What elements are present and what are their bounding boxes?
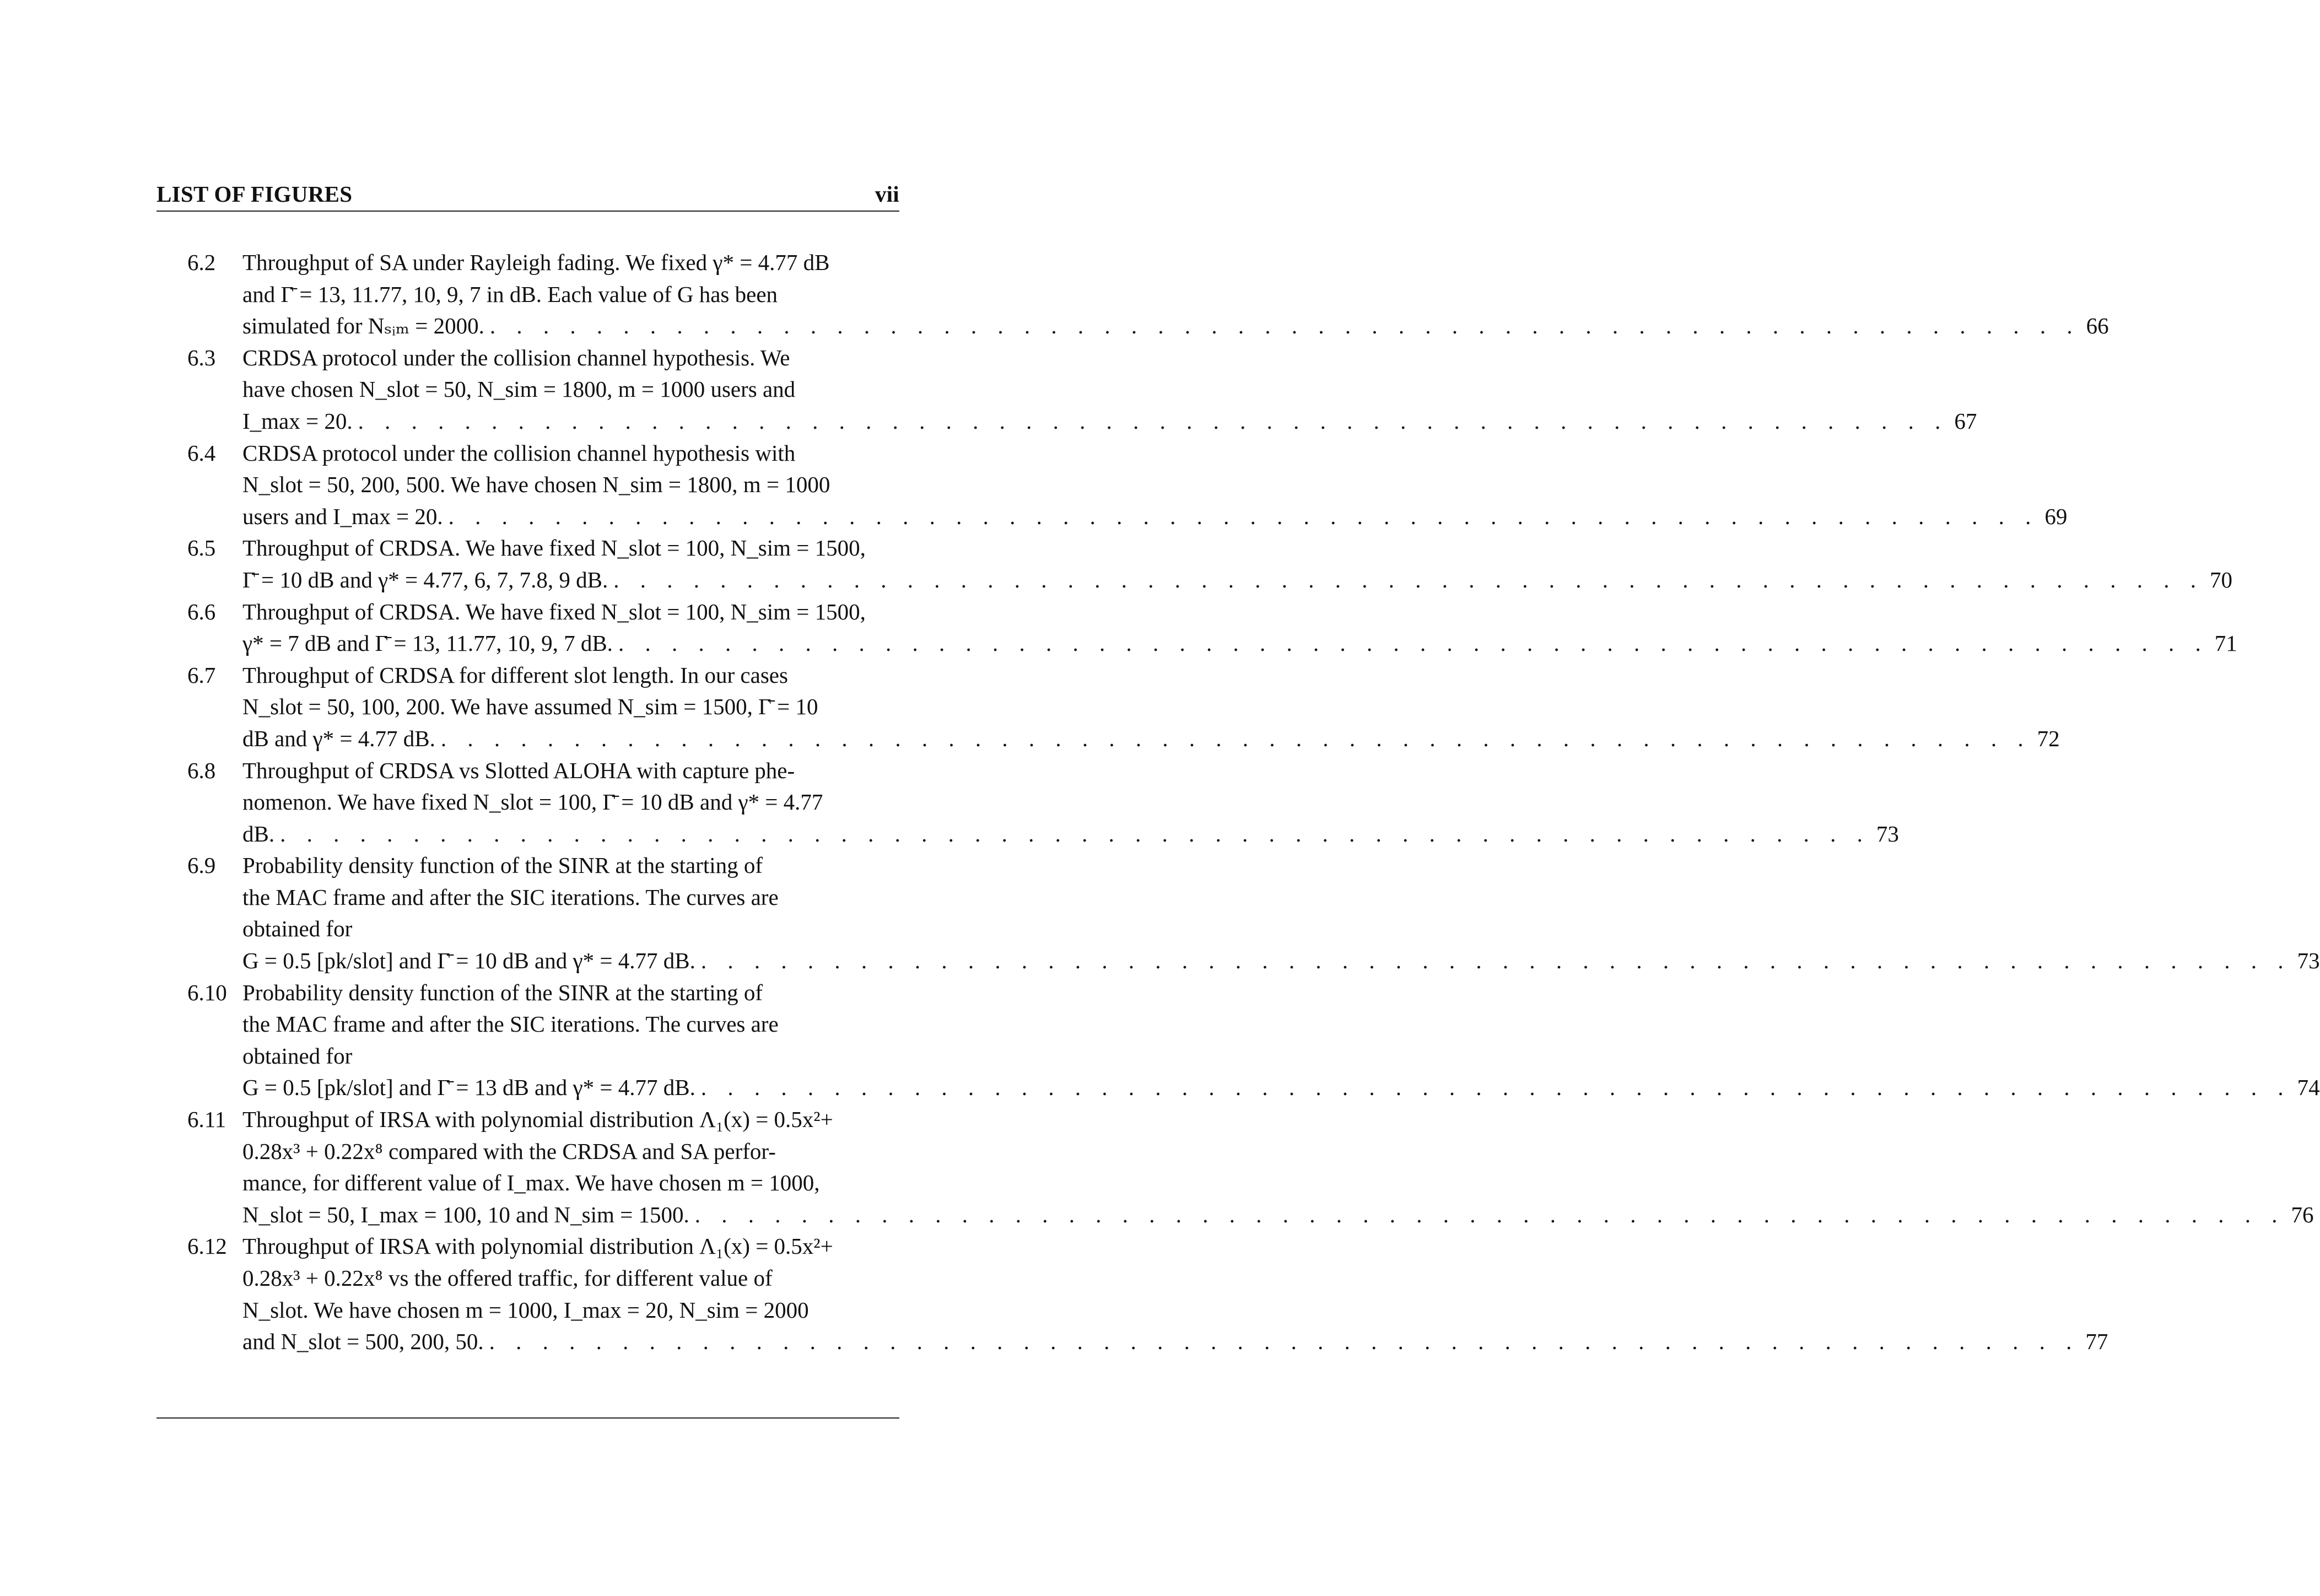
figure-number: 6.12 <box>187 1233 227 1259</box>
figure-page-number: 77 <box>2085 1329 2108 1355</box>
caption-last-line <box>242 628 2237 660</box>
dot-leader: . . . . . . . . . . . . . . . . . . . . . . . . . . . . . . . . . . . . . . . . . . . . . . . . . . . . . . . . . . . . <box>618 630 2209 656</box>
figure-page-number: 74 <box>2297 1075 2320 1101</box>
caption-line: N_slot. We have chosen m = 1000, I_max = 20, N_sim = 2000 <box>242 1297 809 1323</box>
dot-leader: . . . . . . . . . . . . . . . . . . . . . . . . . . . . . . . . . . . . . . . . . . . . . . . . . . . . . . . . . . . . <box>700 948 2291 974</box>
dot-leader: . . . . . . . . . . . . . . . . . . . . . . . . . . . . . . . . . . . . . . . . . . . . . . . . . . . . . . . . . . . . <box>280 821 1870 846</box>
caption-line: γ* = 7 dB and Γ̄ = 13, 11.77, 10, 9, 7 dB. <box>242 630 613 656</box>
caption-line: Throughput of CRDSA. We have fixed N_slot = 100, N_sim = 1500, <box>242 535 866 561</box>
caption-line: dB. <box>242 821 275 846</box>
caption-line: and Γ̄ = 13, 11.77, 10, 9, 7 in dB. Each value of G has been <box>242 281 778 307</box>
caption-line: G = 0.5 [pk/slot] and Γ̄ = 10 dB and γ* = 4.77 dB. <box>242 948 695 974</box>
caption-last-line <box>242 406 1977 438</box>
caption-line: obtained for <box>242 916 353 942</box>
header-page-number: vii <box>875 181 899 207</box>
caption-line: the MAC frame and after the SIC iterations. The curves are <box>242 884 779 910</box>
caption-line: users and I_max = 20. <box>242 503 443 529</box>
figure-number: 6.6 <box>187 598 216 624</box>
figure-page-number: 70 <box>2209 567 2232 592</box>
figure-page-number: 72 <box>2037 725 2060 751</box>
list-item <box>187 977 2320 1104</box>
list-item <box>187 755 1899 850</box>
list-item <box>187 1104 2314 1231</box>
figure-number: 6.3 <box>187 344 216 370</box>
dot-leader: . . . . . . . . . . . . . . . . . . . . . . . . . . . . . . . . . . . . . . . . . . . . . . . . . . . . . . . . . . . . <box>448 503 2039 529</box>
caption-line: Throughput of CRDSA for different slot length. In our cases <box>242 662 788 688</box>
caption-line: N_slot = 50, 200, 500. We have chosen N_sim = 1800, m = 1000 <box>242 472 830 498</box>
caption-line: Throughput of CRDSA. We have fixed N_slot = 100, N_sim = 1500, <box>242 598 866 624</box>
caption-line: nomenon. We have fixed N_slot = 100, Γ̄ = 10 dB and γ* = 4.77 <box>242 789 823 815</box>
list-item <box>187 247 2109 342</box>
caption-last-line <box>242 564 2232 596</box>
figure-page-number: 66 <box>2086 313 2109 339</box>
caption-last-line <box>242 1199 2314 1231</box>
dot-leader: . . . . . . . . . . . . . . . . . . . . . . . . . . . . . . . . . . . . . . . . . . . . . . . . . . . . . . . . . . . . <box>358 408 1949 434</box>
caption-line: CRDSA protocol under the collision channel hypothesis with <box>242 440 796 466</box>
dot-leader: . . . . . . . . . . . . . . . . . . . . . . . . . . . . . . . . . . . . . . . . . . . . . . . . . . . . . . . . . . . . <box>489 1329 2080 1355</box>
figure-page-number: 73 <box>1876 821 1899 846</box>
figure-number: 6.9 <box>187 853 216 878</box>
caption-line: the MAC frame and after the SIC iterations. The curves are <box>242 1011 779 1037</box>
caption-line: Throughput of IRSA with polynomial distribution Λ₁(x) = 0.5x²+ <box>242 1233 833 1259</box>
list-item <box>187 596 2237 660</box>
dot-leader: . . . . . . . . . . . . . . . . . . . . . . . . . . . . . . . . . . . . . . . . . . . . . . . . . . . . . . . . . . . . <box>700 1075 2291 1101</box>
caption-line: G = 0.5 [pk/slot] and Γ̄ = 13 dB and γ* = 4.77 dB. <box>242 1075 695 1101</box>
caption-last-line <box>242 945 2320 977</box>
figure-number: 6.4 <box>187 440 216 466</box>
list-of-figures <box>187 247 2320 1358</box>
figure-page-number: 71 <box>2214 630 2237 656</box>
list-item <box>187 850 2320 977</box>
figure-number: 6.5 <box>187 535 216 561</box>
caption-line: I_max = 20. <box>242 408 353 434</box>
caption-line: Probability density function of the SINR at the starting of <box>242 853 763 878</box>
caption-line: obtained for <box>242 1043 353 1069</box>
header-title: LIST OF FIGURES <box>157 181 353 207</box>
caption-line: Probability density function of the SINR at the starting of <box>242 979 763 1005</box>
caption-line: 0.28x³ + 0.22x⁸ vs the offered traffic, for different value of <box>242 1265 773 1291</box>
caption-last-line <box>242 1072 2320 1104</box>
caption-line: Throughput of CRDSA vs Slotted ALOHA with capture phe- <box>242 757 795 783</box>
figure-page-number: 73 <box>2297 948 2320 974</box>
list-item <box>187 660 2060 755</box>
caption-line: Throughput of IRSA with polynomial distribution Λ₁(x) = 0.5x²+ <box>242 1107 833 1133</box>
caption-last-line <box>242 818 1899 850</box>
caption-line: N_slot = 50, 100, 200. We have assumed N_sim = 1500, Γ̄ = 10 <box>242 694 818 720</box>
caption-line: dB and γ* = 4.77 dB. <box>242 725 435 751</box>
caption-last-line <box>242 723 2060 755</box>
caption-line: Throughput of SA under Rayleigh fading. We fixed γ* = 4.77 dB <box>242 250 830 275</box>
caption-line: mance, for different value of I_max. We have chosen m = 1000, <box>242 1170 820 1196</box>
figure-page-number: 76 <box>2291 1201 2314 1227</box>
caption-last-line <box>242 501 2068 533</box>
dot-leader: . . . . . . . . . . . . . . . . . . . . . . . . . . . . . . . . . . . . . . . . . . . . . . . . . . . . . . . . . . . . <box>489 313 2080 339</box>
figure-number: 6.7 <box>187 662 216 688</box>
dot-leader: . . . . . . . . . . . . . . . . . . . . . . . . . . . . . . . . . . . . . . . . . . . . . . . . . . . . . . . . . . . . <box>694 1201 2285 1227</box>
figure-number: 6.2 <box>187 250 216 275</box>
footer-rule <box>157 1417 899 1419</box>
list-item <box>187 342 1977 438</box>
caption-line: 0.28x³ + 0.22x⁸ compared with the CRDSA and SA perfor- <box>242 1138 776 1164</box>
running-header <box>157 181 899 207</box>
caption-line: N_slot = 50, I_max = 100, 10 and N_sim = 1500. <box>242 1201 689 1227</box>
list-item <box>187 532 2232 596</box>
figure-number: 6.8 <box>187 757 216 783</box>
caption-last-line <box>242 310 2109 342</box>
figure-number: 6.11 <box>187 1107 226 1133</box>
figure-number: 6.10 <box>187 979 227 1005</box>
dot-leader: . . . . . . . . . . . . . . . . . . . . . . . . . . . . . . . . . . . . . . . . . . . . . . . . . . . . . . . . . . . . <box>613 567 2204 592</box>
figure-page-number: 69 <box>2044 503 2068 529</box>
caption-line: and N_slot = 500, 200, 50. <box>242 1329 484 1355</box>
caption-line: CRDSA protocol under the collision channel hypothesis. We <box>242 344 790 370</box>
caption-line: simulated for Nₛᵢₘ = 2000. <box>242 313 484 339</box>
header-rule <box>157 211 899 212</box>
list-item <box>187 1231 2108 1357</box>
caption-line: have chosen N_slot = 50, N_sim = 1800, m = 1000 users and <box>242 376 796 402</box>
list-item <box>187 438 2068 533</box>
caption-last-line <box>242 1326 2108 1358</box>
dot-leader: . . . . . . . . . . . . . . . . . . . . . . . . . . . . . . . . . . . . . . . . . . . . . . . . . . . . . . . . . . . . <box>440 725 2031 751</box>
figure-page-number: 67 <box>1954 408 1977 434</box>
caption-line: Γ̄ = 10 dB and γ* = 4.77, 6, 7, 7.8, 9 dB. <box>242 567 608 592</box>
